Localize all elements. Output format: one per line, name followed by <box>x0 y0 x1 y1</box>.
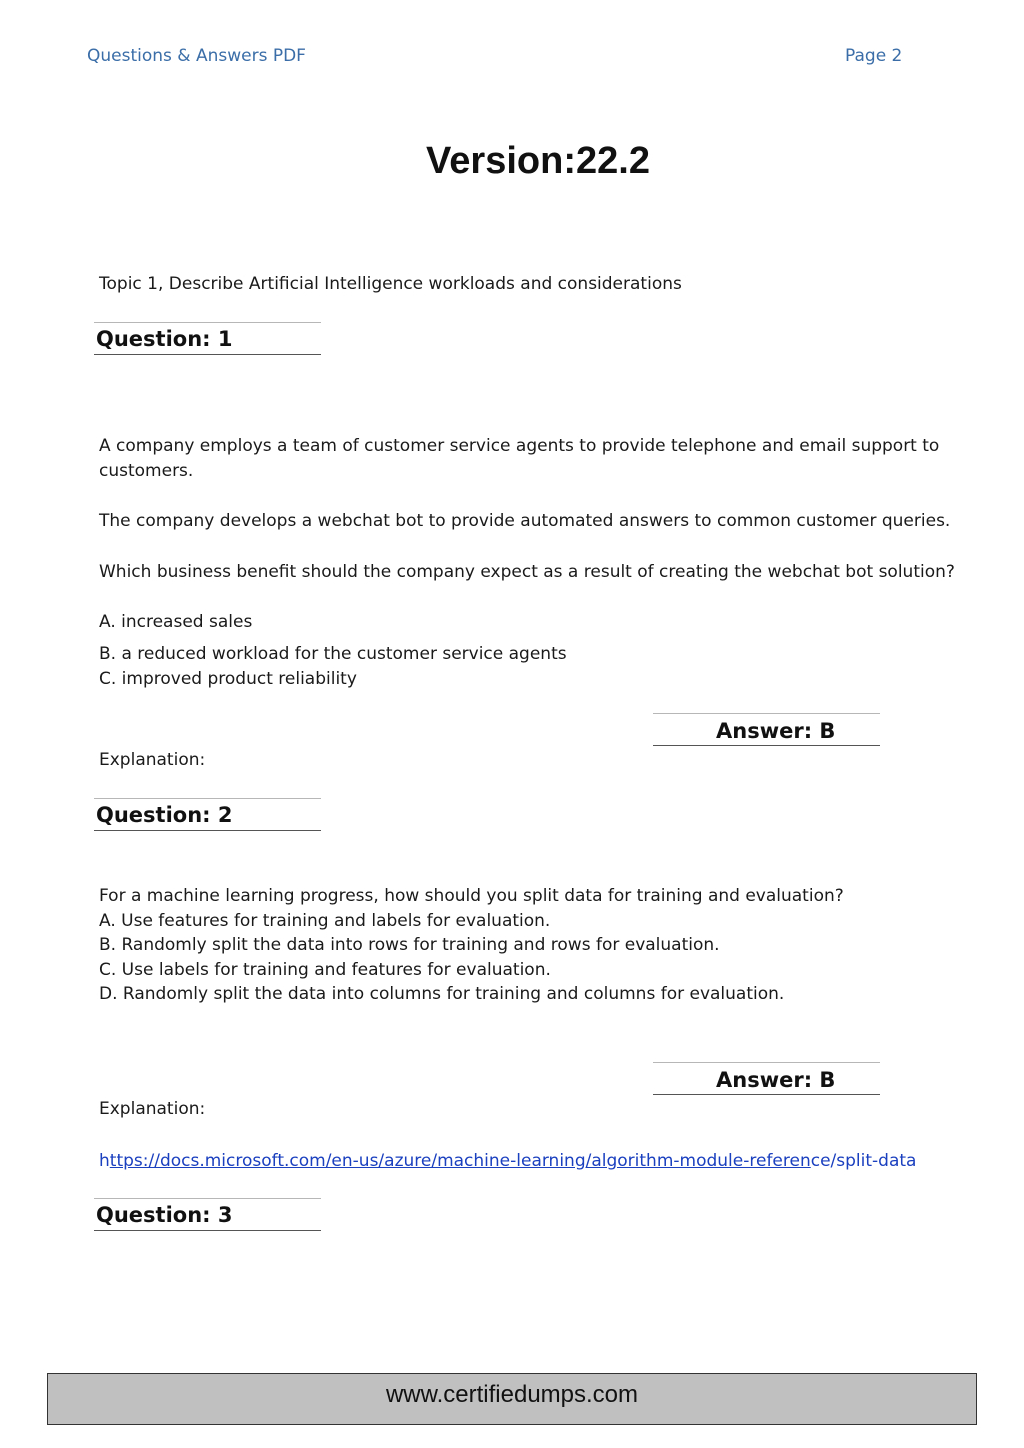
question-2-option-c: C. Use labels for training and features for evaluation. <box>99 959 551 980</box>
question-1-paragraph-1 <box>99 434 939 483</box>
question-2-label: Question: 2 <box>96 803 233 827</box>
reference-link[interactable] <box>99 1151 916 1171</box>
question-1-option-c: C. improved product reliability <box>99 668 357 689</box>
question-1-text-line: customers. <box>99 460 194 481</box>
question-1-text-line: A company employs a team of customer service agents to provide telephone and email support to <box>99 436 940 456</box>
question-2-answer: Answer: B <box>716 1068 836 1092</box>
topic-heading: Topic 1, Describe Artificial Intelligence workloads and considerations <box>99 274 682 294</box>
question-2-body <box>99 884 844 1007</box>
header-page-number: Page 2 <box>845 46 903 66</box>
question-1-option-a: A. increased sales <box>99 612 253 632</box>
question-2-option-b: B. Randomly split the data into rows for training and rows for evaluation. <box>99 935 720 955</box>
question-2-option-a: A. Use features for training and labels for evaluation. <box>99 910 551 931</box>
question-1-answer-box <box>653 713 880 746</box>
question-1-options <box>99 642 567 691</box>
question-1-heading <box>94 322 321 355</box>
question-1-label: Question: 1 <box>96 327 233 351</box>
reference-link-start[interactable]: h <box>99 1151 110 1171</box>
question-2-option-d: D. Randomly split the data into columns for training and columns for evaluation. <box>99 984 785 1004</box>
footer-website: www.certifiedumps.com <box>385 1381 639 1408</box>
question-2-explanation: Explanation: <box>99 1099 206 1119</box>
question-3-label: Question: 3 <box>96 1203 233 1227</box>
question-1-paragraph-2: The company develops a webchat bot to provide automated answers to common customer queries. <box>99 511 951 531</box>
question-1-option-b: B. a reduced workload for the customer service agents <box>99 644 567 664</box>
question-2-answer-box <box>653 1062 880 1095</box>
question-2-heading <box>94 798 321 831</box>
question-1-prompt: Which business benefit should the company expect as a result of creating the webchat bot solution? <box>99 562 955 582</box>
question-3-heading <box>94 1198 321 1231</box>
question-1-answer: Answer: B <box>716 719 836 743</box>
reference-link-end[interactable]: ce/split-data <box>810 1151 917 1171</box>
version-title: Version:22.2 <box>426 140 650 182</box>
question-1-explanation: Explanation: <box>99 750 206 770</box>
reference-link-underlined[interactable]: ttps://docs.microsoft.com/en-us/azure/machine-learning/algorithm-module-referen <box>109 1151 811 1171</box>
footer-bar <box>47 1373 977 1425</box>
header-left: Questions & Answers PDF <box>87 46 306 66</box>
question-2-prompt: For a machine learning progress, how should you split data for training and evaluation? <box>99 886 844 906</box>
